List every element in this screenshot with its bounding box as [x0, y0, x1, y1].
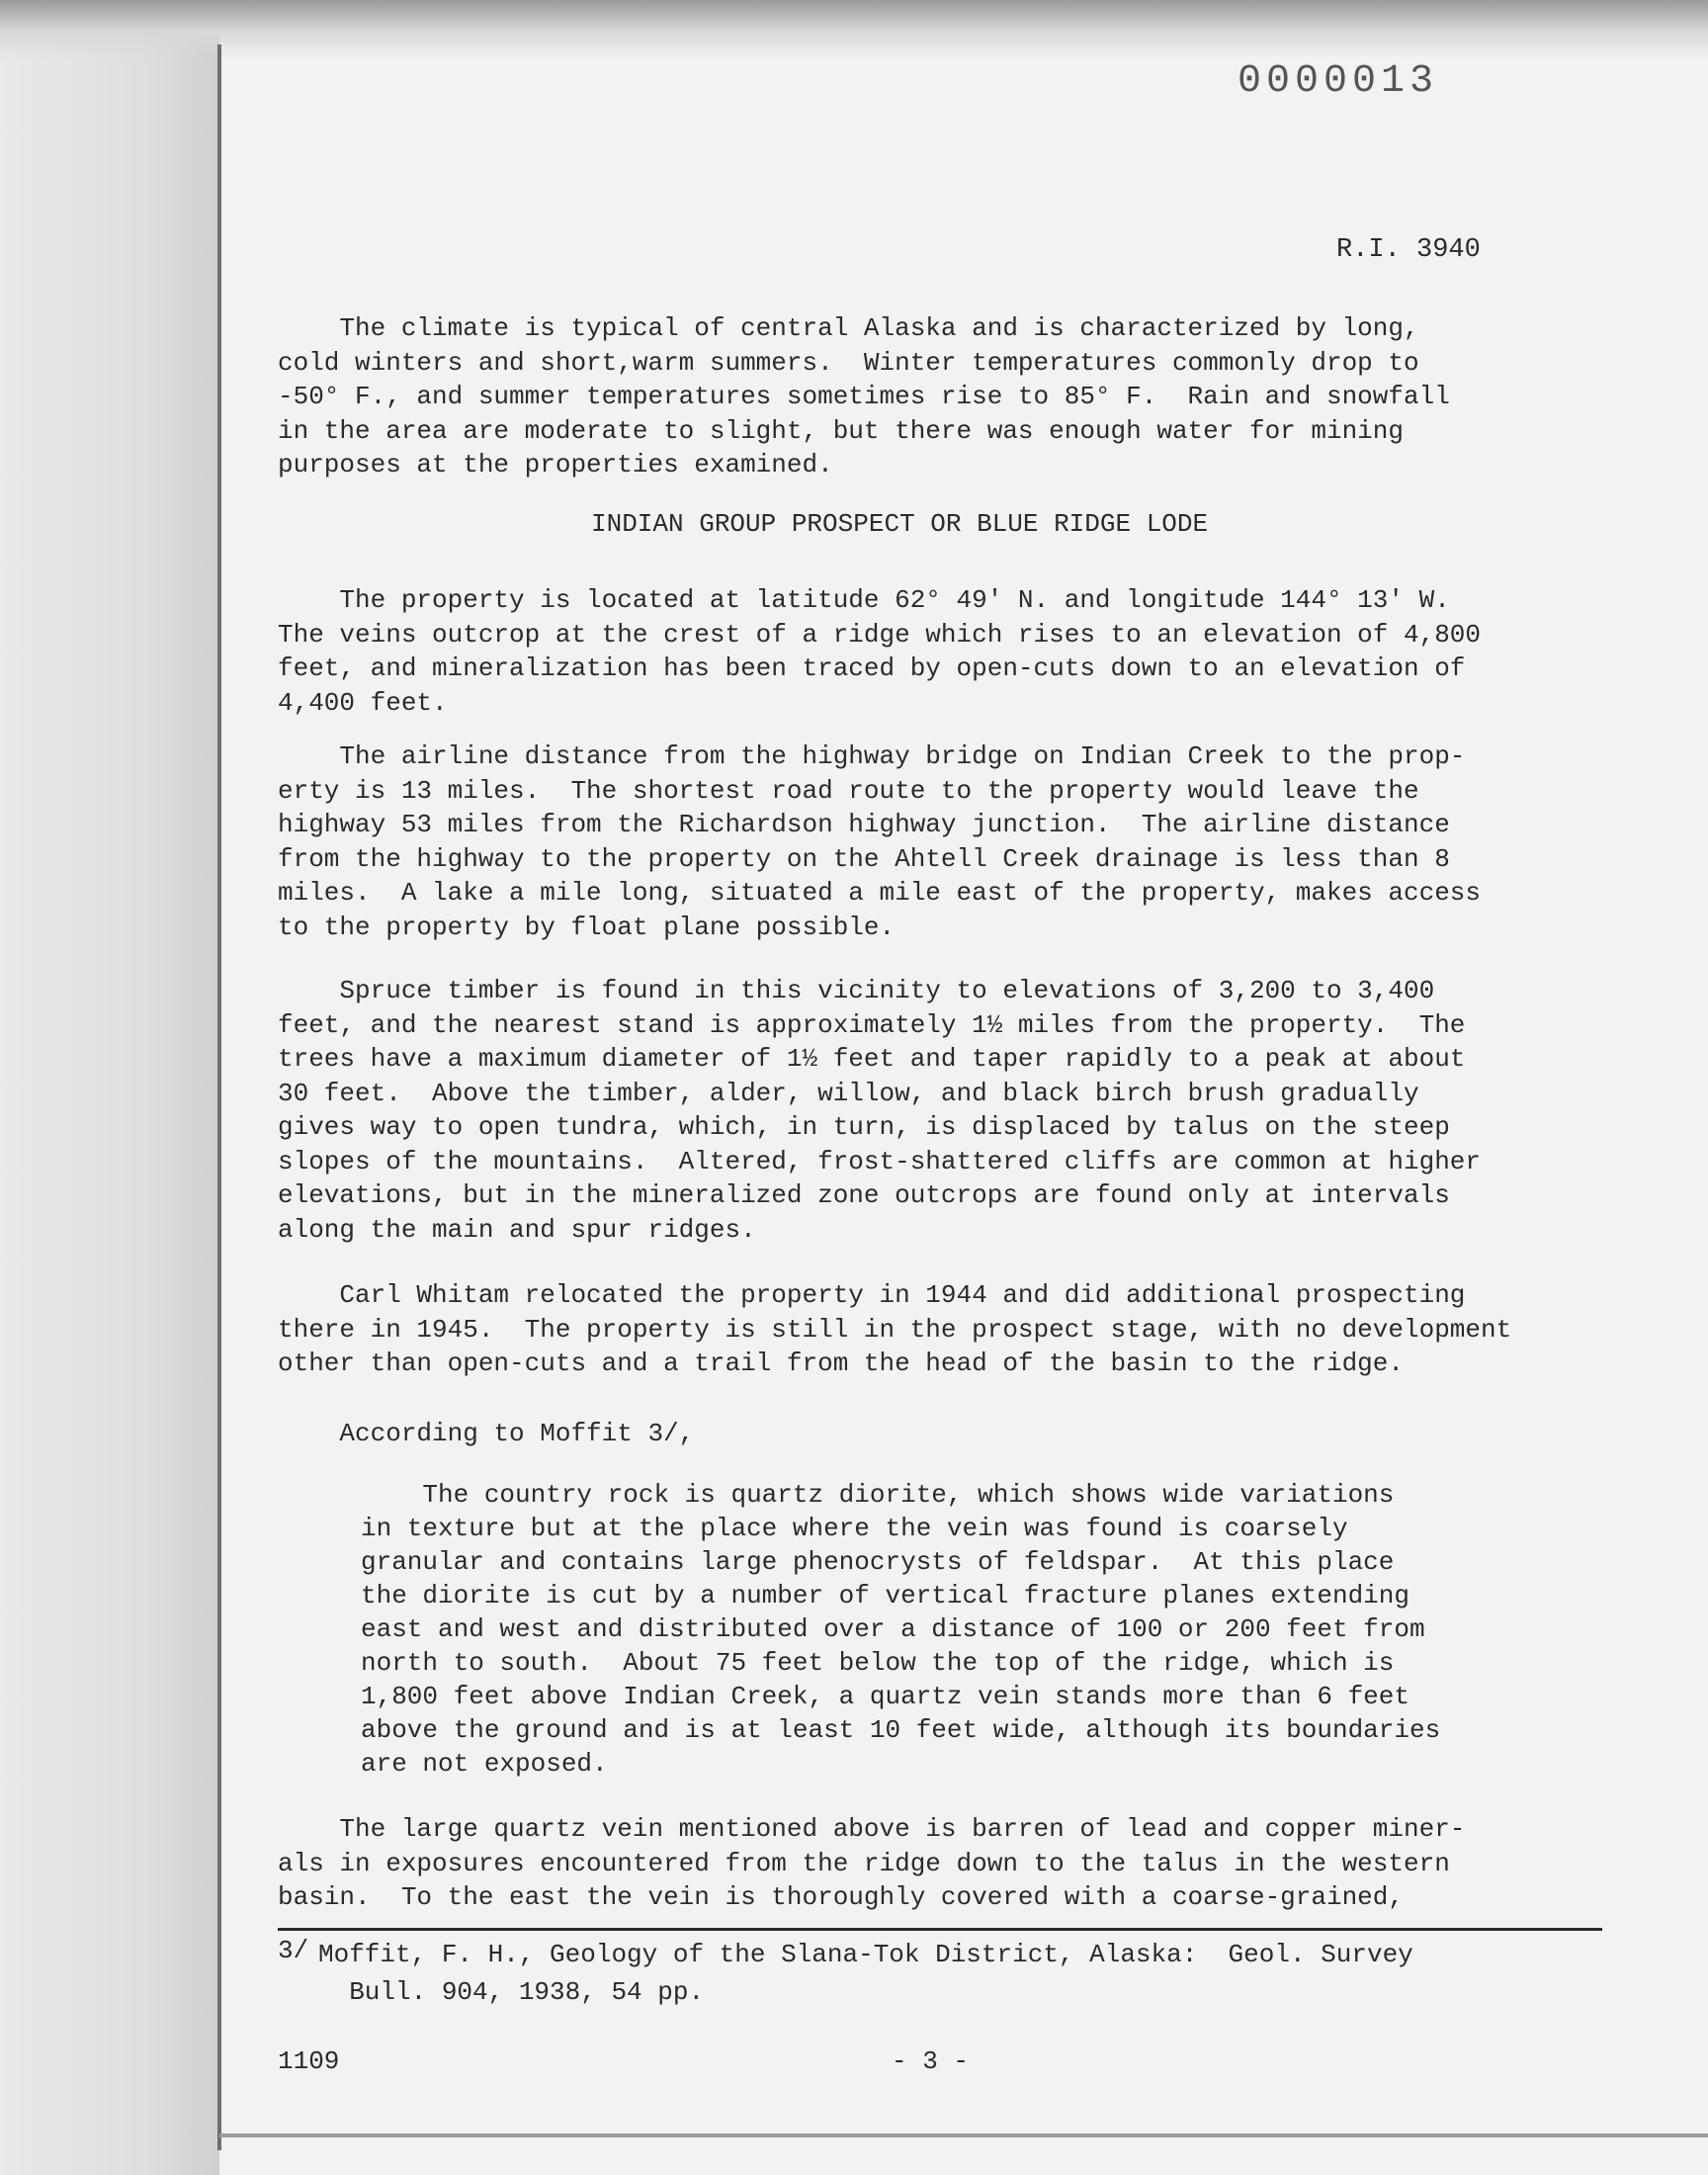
text-line: feet, and the nearest stand is approximately 1½ miles from the property. The: [278, 1009, 1466, 1040]
text-line: to the property by float plane possible.: [278, 912, 896, 942]
text-line: The climate is typical of central Alaska and is characterized by long,: [278, 313, 1419, 343]
text-line: cold winters and short,warm summers. Winter temperatures commonly drop to: [278, 347, 1419, 378]
quote-line: in texture but at the place where the vein was found is coarsely: [361, 1514, 1348, 1543]
text-line: slopes of the mountains. Altered, frost-shattered cliffs are common at higher: [278, 1146, 1481, 1176]
text-line: in the area are moderate to slight, but there was enough water for mining: [278, 415, 1404, 446]
text-line: Carl Whitam relocated the property in 1944 and did additional prospecting: [278, 1280, 1466, 1310]
paragraph-vein: [278, 1812, 1592, 1915]
quote-line: granular and contains large phenocrysts of feldspar. At this place: [361, 1547, 1395, 1577]
text-line: Spruce timber is found in this vicinity to elevations of 3,200 to 3,400: [278, 976, 1435, 1005]
quote-line: 1,800 feet above Indian Creek, a quartz vein stands more than 6 feet: [361, 1682, 1409, 1711]
text-line: along the main and spur ridges.: [278, 1214, 756, 1245]
text-line: miles. A lake a mile long, situated a mile east of the property, makes access: [278, 878, 1481, 908]
block-quote: [361, 1478, 1596, 1781]
quote-line: north to south. About 75 feet below the top of the ridge, which is: [361, 1648, 1395, 1678]
text-line: The large quartz vein mentioned above is barren of lead and copper miner-: [278, 1814, 1466, 1844]
paragraph-location: [278, 583, 1592, 720]
text-line: The airline distance from the highway bridge on Indian Creek to the prop-: [278, 741, 1466, 771]
paragraph-timber: [278, 974, 1592, 1247]
scan-bottom-edge: [219, 2133, 1708, 2137]
left-page-margin: [0, 0, 219, 2175]
text-line: The veins outcrop at the crest of a ridge which rises to an elevation of 4,800: [278, 619, 1481, 650]
text-line: highway 53 miles from the Richardson highway junction. The airline distance: [278, 810, 1450, 839]
footnote-rule: [278, 1928, 1602, 1931]
text-line: trees have a maximum diameter of 1½ feet and taper rapidly to a peak at about: [278, 1044, 1466, 1074]
binding-edge: [217, 44, 221, 2150]
text-line: from the highway to the property on the Ahtell Creek drainage is less than 8: [278, 843, 1450, 874]
page-number: - 3 -: [892, 2046, 970, 2076]
quote-line: above the ground and is at least 10 feet wide, although its boundaries: [361, 1715, 1441, 1745]
text-line: elevations, but in the mineralized zone outcrops are found only at intervals: [278, 1180, 1450, 1210]
document-code: 1109: [278, 2046, 340, 2076]
text-line: 30 feet. Above the timber, alder, willow, and black birch brush gradually: [278, 1078, 1419, 1108]
text-line: purposes at the properties examined.: [278, 450, 833, 479]
text-line: other than open-cuts and a trail from the head of the basin to the ridge.: [278, 1348, 1404, 1378]
scan-top-edge: [0, 0, 1708, 59]
text-line: there in 1945. The property is still in the prospect stage, with no development: [278, 1314, 1512, 1345]
paragraph-climate: [278, 311, 1592, 482]
footnote: [318, 1936, 1603, 2011]
paragraph-history: [278, 1278, 1592, 1381]
document-number: 0000013: [1238, 59, 1439, 104]
text-line: The property is located at latitude 62° 49' N. and longitude 144° 13' W.: [278, 585, 1450, 615]
text-line: erty is 13 miles. The shortest road route to the property would leave the: [278, 775, 1419, 806]
report-id: R.I. 3940: [1336, 235, 1481, 265]
text-line: als in exposures encountered from the ridge down to the talus in the western: [278, 1848, 1450, 1878]
text-line: 4,400 feet.: [278, 687, 448, 718]
text-line: According to Moffit 3/,: [278, 1419, 695, 1448]
quote-line: The country rock is quartz diorite, which shows wide variations: [361, 1480, 1395, 1510]
section-heading: INDIAN GROUP PROSPECT OR BLUE RIDGE LODE: [591, 509, 1209, 539]
quote-line: the diorite is cut by a number of vertical fracture planes extending: [361, 1581, 1409, 1610]
footnote-line: Bull. 904, 1938, 54 pp.: [318, 1977, 705, 2007]
text-line: feet, and mineralization has been traced by open-cuts down to an elevation of: [278, 653, 1466, 683]
text-line: gives way to open tundra, which, in turn, is displaced by talus on the steep: [278, 1112, 1450, 1142]
footnote-marker: 3/: [278, 1936, 309, 1965]
footnote-line: Moffit, F. H., Geology of the Slana-Tok District, Alaska: Geol. Survey: [318, 1940, 1413, 1969]
paragraph-access: [278, 740, 1592, 944]
quote-line: east and west and distributed over a distance of 100 or 200 feet from: [361, 1614, 1425, 1644]
text-line: -50° F., and summer temperatures sometimes rise to 85° F. Rain and snowfall: [278, 382, 1450, 411]
quote-line: are not exposed.: [361, 1749, 608, 1779]
paragraph-according: [278, 1417, 1592, 1451]
text-line: basin. To the east the vein is thoroughly covered with a coarse-grained,: [278, 1882, 1404, 1912]
